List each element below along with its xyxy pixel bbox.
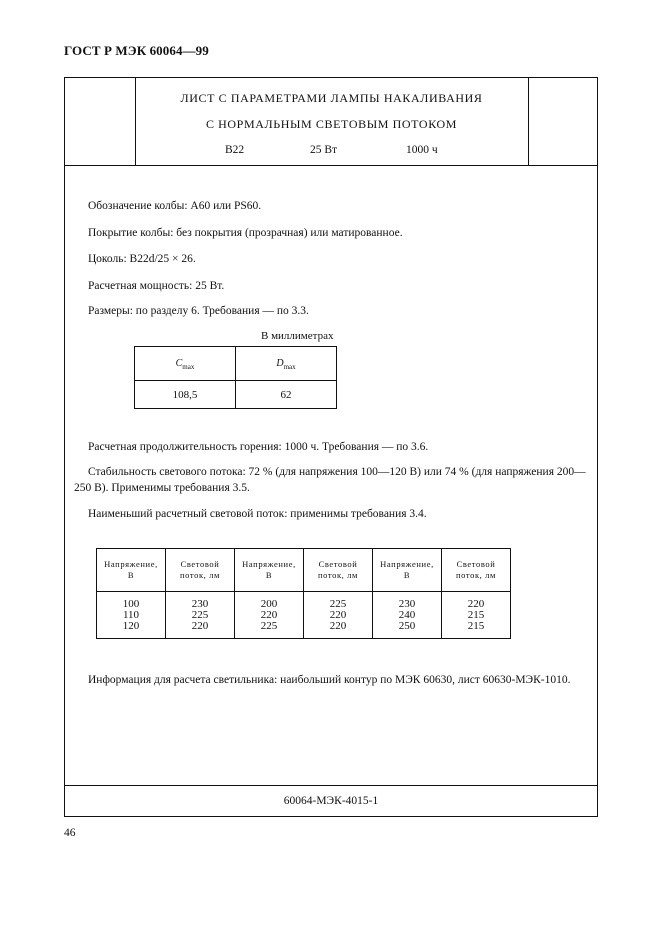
table-value: 220 xyxy=(467,597,485,610)
units-note: В миллиметрах xyxy=(261,330,334,342)
flux-values-cell xyxy=(166,592,235,639)
table-value: 250 xyxy=(398,619,416,632)
flux-header xyxy=(304,549,373,592)
header-line: Напряжение, xyxy=(380,559,434,569)
voltage-values-cell xyxy=(235,592,304,639)
header-line: В xyxy=(403,570,411,580)
flux-values-cell xyxy=(442,592,511,639)
bulb-coating-text: Покрытие колбы: без покрытия (прозрачная) или матированное. xyxy=(88,227,403,239)
flux-header xyxy=(166,549,235,592)
table-value: 230 xyxy=(398,597,416,610)
table-value: 220 xyxy=(329,619,347,632)
title-life: 1000 ч xyxy=(406,144,438,156)
dimensions-value-row xyxy=(135,381,337,409)
d-max-subscript: max xyxy=(283,362,296,371)
sheet-title-line-1: ЛИСТ С ПАРАМЕТРАМИ ЛАМПЫ НАКАЛИВАНИЯ xyxy=(180,91,483,105)
voltage-header xyxy=(373,549,442,592)
table-value: 215 xyxy=(467,608,485,621)
header-line: поток, лм xyxy=(456,570,496,580)
c-max-value: 108,5 xyxy=(135,381,236,409)
dimensions-header-row xyxy=(135,347,337,381)
title-right-divider xyxy=(528,78,529,165)
table-value: 220 xyxy=(191,619,209,632)
d-max-header xyxy=(236,347,337,381)
rated-life-text: Расчетная продолжительность горения: 1000 ч. Требования — по 3.6. xyxy=(88,441,429,453)
bulb-designation-text: Обозначение колбы: A60 или PS60. xyxy=(88,200,262,212)
c-max-symbol: C xyxy=(175,357,183,369)
page-number: 46 xyxy=(64,827,76,839)
dimensions-table xyxy=(134,346,337,409)
lamp-data-sheet-frame xyxy=(64,77,598,817)
header-line: Напряжение, xyxy=(104,559,158,569)
table-value: 200 xyxy=(260,597,278,610)
title-base-type: B22 xyxy=(225,144,245,156)
voltage-flux-table xyxy=(96,548,511,639)
c-max-subscript: max xyxy=(182,362,195,371)
header-line: поток, лм xyxy=(180,570,220,580)
d-max-symbol: D xyxy=(276,357,284,369)
table-value: 220 xyxy=(260,608,278,621)
sheet-code-footer: 60064-МЭК-4015-1 xyxy=(65,785,597,816)
c-max-header xyxy=(135,347,236,381)
table-value: 220 xyxy=(329,608,347,621)
header-line: Световой xyxy=(180,559,220,569)
table-value: 230 xyxy=(191,597,209,610)
table-value: 225 xyxy=(191,608,209,621)
title-power: 25 Вт xyxy=(310,144,338,156)
header-line: В xyxy=(127,570,135,580)
header-line: Световой xyxy=(318,559,358,569)
table-value: 225 xyxy=(260,619,278,632)
voltage-flux-values-row xyxy=(97,592,511,639)
flux-header xyxy=(442,549,511,592)
luminaire-design-info-text: Информация для расчета светильника: наибольший контур по МЭК 60630, лист 60630-МЭК-1010. xyxy=(88,674,571,686)
d-max-value: 62 xyxy=(236,381,337,409)
voltage-header xyxy=(235,549,304,592)
table-value: 110 xyxy=(122,608,140,621)
dimensions-text: Размеры: по разделу 6. Требования — по 3.3. xyxy=(88,305,309,317)
flux-stability-text: Стабильность светового потока: 72 % (для напряжения 100—120 В) или 74 % (для напряжения 200—250 В). Применимы требования 3.5. xyxy=(74,466,586,494)
table-value: 215 xyxy=(467,619,485,632)
table-value: 225 xyxy=(329,597,347,610)
voltage-values-cell xyxy=(97,592,166,639)
table-value: 120 xyxy=(122,619,140,632)
rated-power-text: Расчетная мощность: 25 Вт. xyxy=(88,280,225,292)
sheet-title-line-2: С НОРМАЛЬНЫМ СВЕТОВЫМ ПОТОКОМ xyxy=(205,117,458,131)
header-line: В xyxy=(265,570,273,580)
table-value: 240 xyxy=(398,608,416,621)
document-standard-header: ГОСТ Р МЭК 60064—99 xyxy=(64,43,209,58)
header-line: поток, лм xyxy=(318,570,358,580)
flux-values-cell xyxy=(304,592,373,639)
min-flux-text: Наименьший расчетный световой поток: применимы требования 3.4. xyxy=(88,508,427,520)
table-value: 100 xyxy=(122,597,140,610)
sheet-title-block xyxy=(65,78,597,166)
header-line: Напряжение, xyxy=(242,559,296,569)
voltage-flux-header-row xyxy=(97,549,511,592)
cap-text: Цоколь: B22d/25 × 26. xyxy=(88,253,196,265)
voltage-values-cell xyxy=(373,592,442,639)
voltage-header xyxy=(97,549,166,592)
header-line: Световой xyxy=(456,559,496,569)
